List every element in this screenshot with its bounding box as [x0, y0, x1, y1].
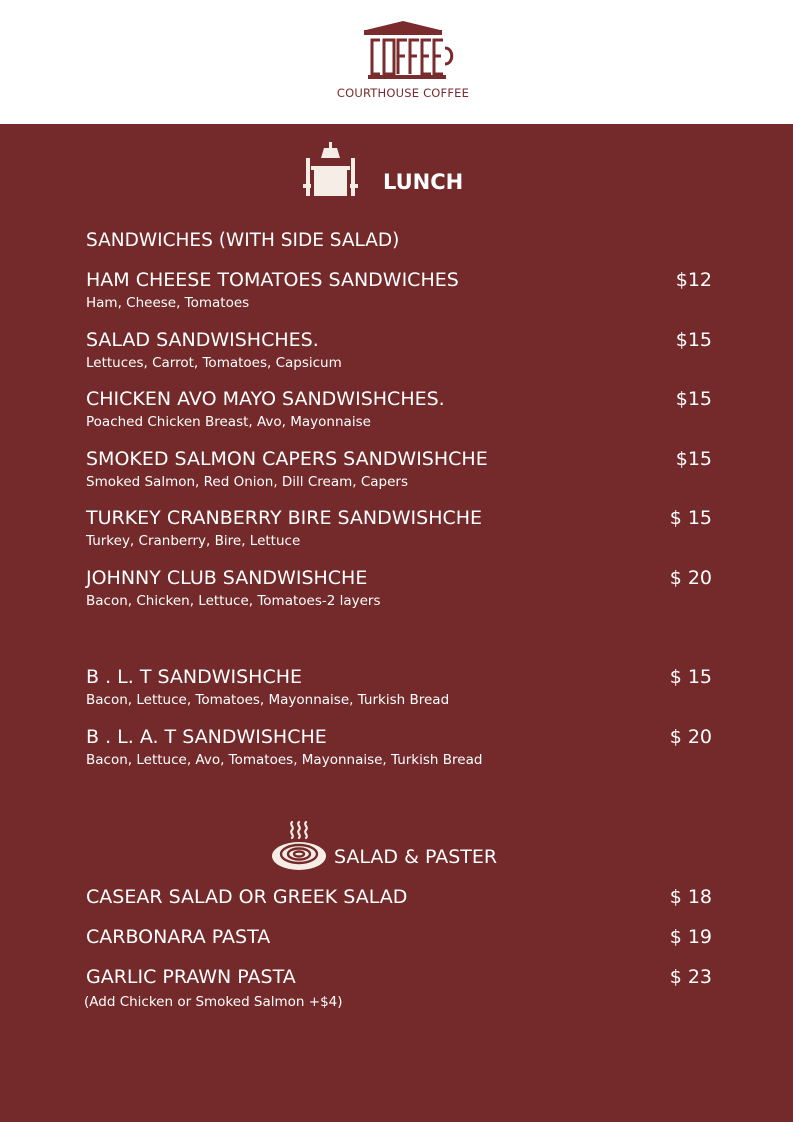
item-price: $ 20	[669, 567, 712, 589]
logo	[318, 18, 488, 102]
item-name: GARLIC PRAWN PASTA	[86, 966, 296, 988]
logo-text: COURTHOUSE COFFEE	[336, 86, 470, 100]
item-price: $12	[675, 269, 712, 291]
item-price: $ 15	[669, 666, 712, 688]
add-on-note: (Add Chicken or Smoked Salmon +$4)	[84, 994, 343, 1010]
item-price: $15	[675, 329, 712, 351]
item-name: CHICKEN AVO MAYO SANDWISHCHES.	[86, 388, 445, 410]
menu-panel	[0, 124, 793, 1122]
item-price: $ 20	[669, 726, 712, 748]
item-price: $ 23	[669, 966, 712, 988]
item-desc: Smoked Salmon, Red Onion, Dill Cream, Capers	[86, 474, 408, 490]
header	[0, 0, 793, 124]
item-desc: Bacon, Chicken, Lettuce, Tomatoes-2 layers	[86, 593, 381, 609]
item-name: B . L. A. T SANDWISHCHE	[86, 726, 327, 748]
item-desc: Turkey, Cranberry, Bire, Lettuce	[86, 533, 301, 549]
item-price: $ 19	[669, 926, 712, 948]
item-price: $15	[675, 388, 712, 410]
item-name: TURKEY CRANBERRY BIRE SANDWISHCHE	[86, 507, 483, 529]
item-desc: Lettuces, Carrot, Tomatoes, Capsicum	[86, 355, 342, 371]
item-desc: Bacon, Lettuce, Avo, Tomatoes, Mayonnaise, Turkish Bread	[86, 752, 483, 768]
section-title-lunch: LUNCH	[383, 170, 464, 194]
item-desc: Ham, Cheese, Tomatoes	[86, 295, 250, 311]
item-desc: Poached Chicken Breast, Avo, Mayonnaise	[86, 414, 371, 430]
item-desc: Bacon, Lettuce, Tomatoes, Mayonnaise, Turkish Bread	[86, 692, 450, 708]
item-name: CARBONARA PASTA	[86, 926, 271, 948]
table-lamp-icon	[302, 142, 360, 198]
item-name: JOHNNY CLUB SANDWISHCHE	[86, 567, 368, 589]
item-price: $ 15	[669, 507, 712, 529]
subheading-sandwiches: SANDWICHES (WITH SIDE SALAD)	[86, 230, 400, 251]
item-name: B . L. T SANDWISHCHE	[86, 666, 303, 688]
pasta-bowl-icon	[270, 820, 328, 872]
item-name: SMOKED SALMON CAPERS SANDWISHCHE	[86, 448, 488, 470]
item-name: SALAD SANDWISHCHES.	[86, 329, 319, 351]
item-name: CASEAR SALAD OR GREEK SALAD	[86, 886, 408, 908]
item-name: HAM CHEESE TOMATOES SANDWICHES	[86, 269, 459, 291]
courthouse-coffee-logo-icon	[318, 18, 488, 84]
section-title-salad: SALAD & PASTER	[334, 846, 498, 868]
item-price: $ 18	[669, 886, 712, 908]
item-price: $15	[675, 448, 712, 470]
